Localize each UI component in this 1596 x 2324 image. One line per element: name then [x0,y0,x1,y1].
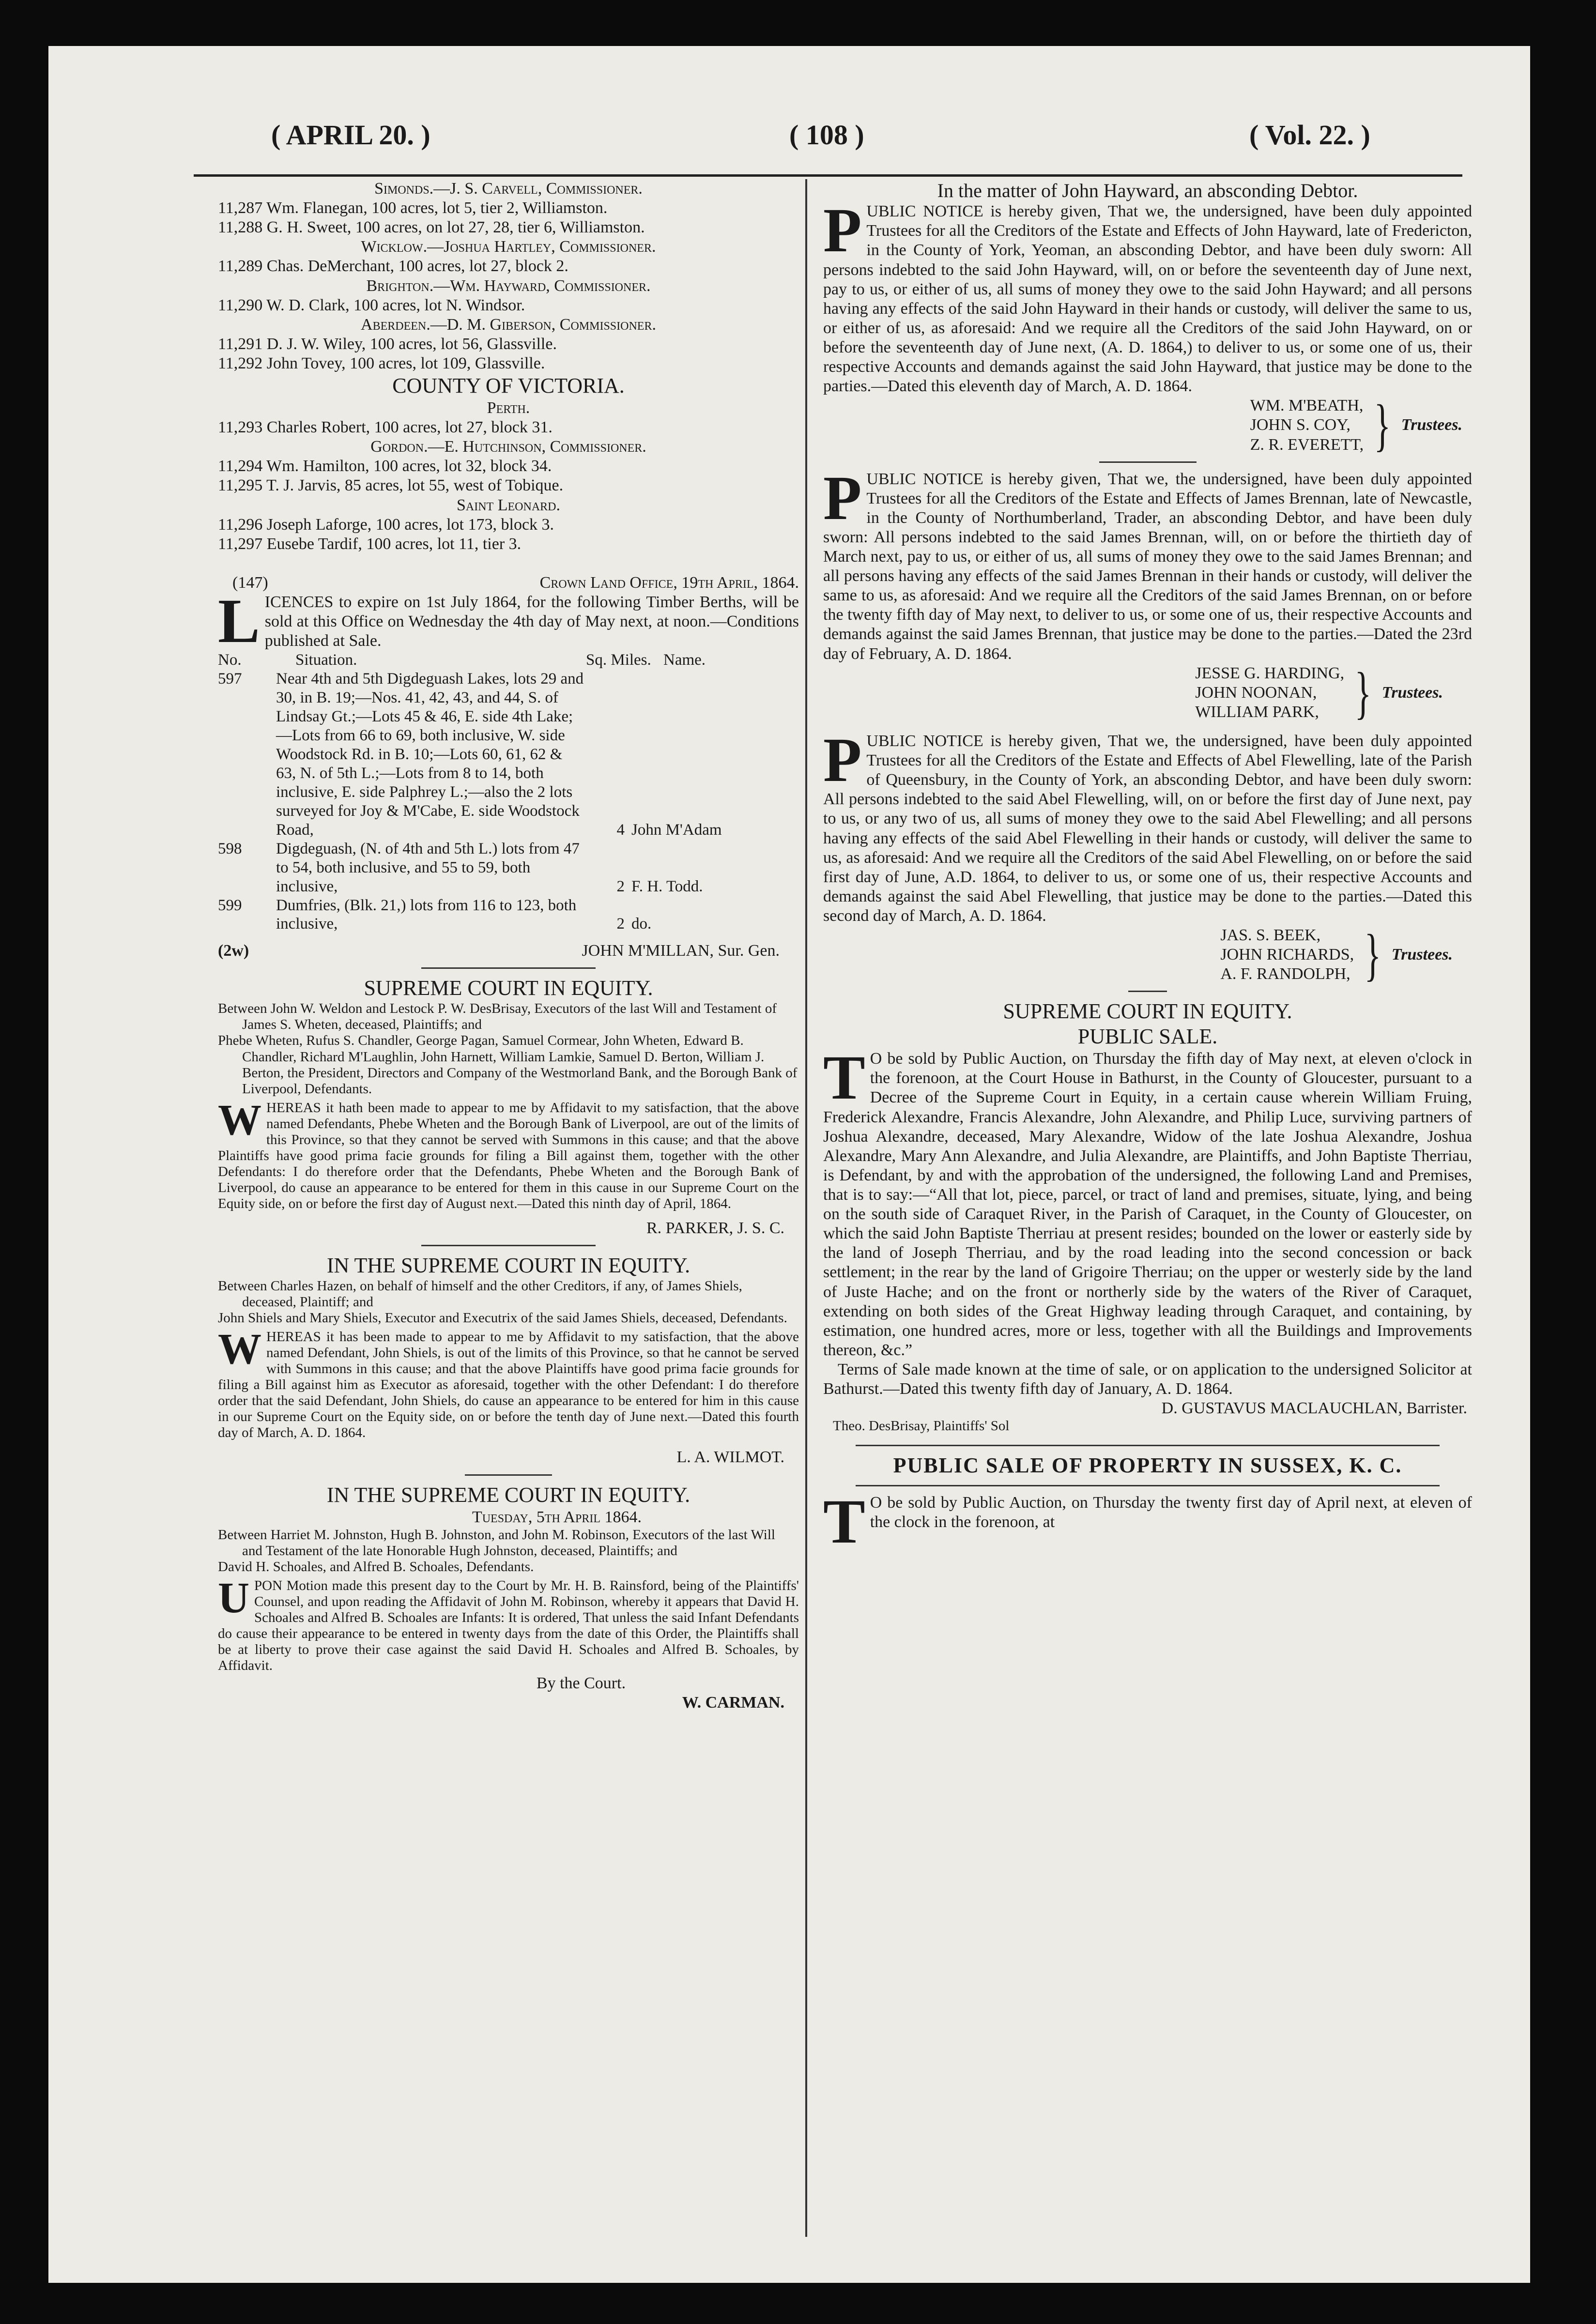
judge-signature: L. A. WILMOT. [676,1448,784,1467]
notice-title: In the matter of John Hayward, an absconding Debtor. [937,180,1358,201]
plaintiffs: Between Charles Hazen, on behalf of himself and the other Creditors, if any, of James Shiels, deceased, Plaintiff; and [218,1278,742,1310]
plaintiffs: Between Harriet M. Johnston, Hugh B. Johnston, and John M. Robinson, Executors of the last Will and Testament of the late Honorable Hugh Johnston, deceased, Plaintiffs; and [218,1527,775,1559]
notice-body: UBLIC NOTICE is hereby given, That we, the undersigned, have been duly appointed Trustees for all the Creditors of the Estate and Effects of John Hayward, late of Fredericton, in the County of York, Yeoman, an absconding Debtor, and have been duly sworn: All persons indebted to the said John Hayward, will, on or before the seventeenth day of June next, pay to us, or either of us, all sums of money they owe to the said John Hayward; and all persons having any effects of the said John Hayward in their hands or custody, will deliver the same to us, or either of us, as aforesaid: And we require all the Creditors of the said John Hayward, on or before the seventeenth day of June next, (A. D. 1864,) to deliver to us, or some one of us, their respective Accounts and demands against the said John Hayward, that justice may be done to the parties.—Dated this eleventh day of March, A. D. 1864. [823,202,1472,396]
divider [465,1474,552,1476]
trustee-names [1250,396,1364,454]
notice-title: IN THE SUPREME COURT IN EQUITY. [326,1483,691,1507]
divider [856,1445,1440,1446]
judge-signature: R. PARKER, J. S. C. [646,1219,784,1237]
notice-body: UBLIC NOTICE is hereby given, That we, the undersigned, have been duly appointed Trustees for all the Creditors of the Estate and Effects of Abel Flewelling, late of the Parish of Queensbury, in the County of York, an absconding Debtor, and have been duly sworn: All persons indebted to the said Abel Flewelling, will, on or before the first day of June next, pay to us, or any two of us, all sums of money they owe to the said Abel Flewelling; and all persons having any effects of the said Abel Flewelling in their hands or custody, will deliver the same to us, as aforesaid: And we require all the Creditors of the said Abel Flewelling, on or before the said first day of June, A.D. 1864, to deliver to us, or some one of us, their respective Accounts and demands against the said Abel Flewelling, that justice may be done to the parties.—Dated this second day of March, A. D. 1864. [823,732,1472,925]
notice-title: IN THE SUPREME COURT IN EQUITY. [326,1254,691,1278]
commissioner-heading: Perth. [487,399,530,417]
col-header-situation: Situation. [295,651,357,669]
solicitor-signature: Theo. DesBrisay, Plaintiffs' Sol [833,1418,1010,1434]
grant-entry: 11,296 Joseph Laforge, 100 acres, lot 173, block 3. [218,515,554,534]
crown-land-notice [218,573,799,961]
notice-body: O be sold by Public Auction, on Thursday the fifth day of May next, at eleven o'clock in the forenoon, at the Court House in Bathurst, in the County of Gloucester, pursuant to a Decree of the Supreme Court in Equity, in a certain cause wherein William Fruing, Frederick Alexandre, Francis Alexandre, John Alexandre, and Philip Luce, surviving partners of Joshua Alexandre, deceased, Mary Alexandre, Widow of the late Joshua Alexandre, Joshua Alexandre, Mary Ann Alexandre, and Julia Alexandre, are Plaintiffs, and John Baptiste Therriau, is Defendant, by and with the approbation of the undersigned, the following Land and Premises, that is to say:—“All that lot, piece, parcel, or tract of land and premises, situate, lying, and being on the south side of Caraquet River, in the Parish of Caraquet, in the County of Gloucester, on which the said John Baptiste Therriau at present resides; bounded on the lower or easterly side by the land of Joseph Therriau, and by the road leading into the second concession or back settlement; in the rear by the land of Grigoire Therriau; on the upper or westerly side by the land of Juste Hache; and on the front or northerly side by the waters of the River of Caraquet, extending on both sides of the Great Highway leading through Caraquet, and containing, by estimation, one hundred acres, more or less, together with all the Buildings and Improvements thereon, &c.” [823,1050,1472,1359]
surveyor-general-signature: JOHN M'MILLAN, Sur. Gen. [582,942,780,960]
col-header-name: Name. [663,651,706,669]
drop-cap: T [823,1043,865,1113]
cell-situation: Digdeguash, (N. of 4th and 5th L.) lots from 47 to 54, both inclusive, and 55 to 59, both inclusive, [276,840,580,895]
county-heading: COUNTY OF VICTORIA. [392,374,625,398]
commissioner-heading: Aberdeen.—D. M. Giberson, Commissioner. [361,315,656,334]
defendants: John Shiels and Mary Shiels, Executor and Executrix of the said James Shiels, deceased, Defendants. [218,1310,787,1326]
commissioner-heading: Wicklow.—Joshua Hartley, Commissioner. [361,238,656,256]
by-the-court: By the Court. [536,1674,626,1693]
barrister-signature: D. GUSTAVUS MACLAUCHLAN, Barrister. [1161,1399,1467,1418]
timber-berth-rows [218,670,799,933]
trustees-label: Trustees. [1391,946,1453,964]
trustee-name: JOHN RICHARDS, [1220,946,1354,964]
trustee-name: Z. R. EVERETT, [1250,435,1364,454]
notice-body: O be sold by Public Auction, on Thursday the twenty first day of April next, at eleven of the clock in the forenoon, at [870,1494,1472,1531]
trustee-name: WILLIAM PARK, [1195,703,1319,721]
equity-notice-hazen [218,1253,799,1467]
table-row [218,670,799,839]
divider [1128,991,1167,992]
cell-no: 598 [218,840,242,857]
grant-entry: 11,287 Wm. Flanegan, 100 acres, lot 5, tier 2, Williamston. [218,199,608,217]
grant-entry: 11,292 John Tovey, 100 acres, lot 109, Glassville. [218,354,545,372]
divider [421,1245,596,1246]
grant-entry: 11,290 W. D. Clark, 100 acres, lot N. Windsor. [218,296,525,314]
sussex-sale-notice [823,1453,1472,1557]
brennan-notice [823,463,1472,725]
drop-cap: P [823,463,862,533]
divider [1099,461,1197,463]
commissioner-heading: Simonds.—J. S. Carvell, Commissioner. [374,180,643,198]
cell-situation: Near 4th and 5th Digdeguash Lakes, lots 29 and 30, in B. 19;—Nos. 41, 42, 43, and 44, S. of Lindsay Gt.;—Lots 45 & 46, E. side 4th Lake;—Lots from 66 to 69, both inclusive, W. side Woodstock Rd. in B. 10;—Lots 60, 61, 62 & 63, N. of 5th L.;—Lots from 8 to 14, both inclusive, E. side Palphrey L.;—also the 2 lots surveyed for Joy & M'Cabe, E. side Woodstock Road, [276,670,584,839]
notice-subtitle: PUBLIC SALE. [1077,1024,1218,1049]
notice-body: UBLIC NOTICE is hereby given, That we, the undersigned, have been duly appointed Trustees for all the Creditors of the Estate and Effects of James Brennan, late of Newcastle, in the County of Northumberland, Trader, an absconding Debtor, and have been duly sworn: All persons indebted to the said James Brennan, will, on or before the thirtieth day of March next, pay to us, or either of us, all sums of money they owe to the said James Brennan; and all persons having any effects of the said James Brennan in their hands or custody, will deliver the same to us, as aforesaid: And we require all the Creditors of the said James Brennan, on or before the twenty fifth day of May next, to deliver to us, or some one of us, their respective Accounts and demands against the said James Brennan, that justice may be done to the parties.—Dated the 23rd day of February, A. D. 1864. [823,470,1472,663]
table-row [218,896,799,934]
licences-intro: ICENCES to expire on 1st July 1864, for the following Timber Berths, will be sold at this Office on Wednesday the 4th day of May next, at noon.—Conditions published at Sale. [264,593,799,650]
commissioner-heading: Brighton.—Wm. Hayward, Commissioner. [366,276,651,295]
trustee-name: A. F. RANDOLPH, [1220,965,1350,983]
hayward-notice [823,179,1472,458]
page-header [48,119,1530,167]
drop-cap: P [823,196,862,266]
cell-no: 599 [218,896,242,914]
notice-title: SUPREME COURT IN EQUITY. [364,976,653,1000]
trustee-names [1220,926,1354,984]
cell-name: John M'Adam [631,821,722,839]
table-header-row [218,651,799,670]
notice-body: PON Motion made this present day to the Court by Mr. H. B. Rainsford, being of the Plaintiffs' Counsel, and upon reading the Affidavit of John M. Robinson, whereby it appears that David H. Schoales and Alfred B. Schoales are Infants: It is ordered, That unless the said Infant Defendants do cause their appearance to be entered in twenty days from the date of this Order, the Plaintiffs shall be at liberty to prove their case against the said David H. Schoales and Alfred B. Schoales, by Affidavit. [218,1577,799,1673]
trustee-name: JESSE G. HARDING, [1195,664,1345,682]
trustee-name: WM. M'BEATH, [1250,397,1364,415]
drop-cap: T [823,1487,865,1557]
column-divider [805,179,807,2237]
brace-glyph: } [1364,922,1381,987]
grant-entry: 11,289 Chas. DeMerchant, 100 acres, lot 27, block 2. [218,257,568,275]
cell-miles: 2 [616,877,625,895]
registrar-signature: W. CARMAN. [682,1694,784,1712]
grant-entry: 11,294 Wm. Hamilton, 100 acres, lot 32, block 34. [218,457,552,475]
terms-of-sale: Terms of Sale made known at the time of sale, or on application to the undersigned Solicitor at Bathurst.—Dated this twenty fifth day of January, A. D. 1864. [823,1361,1472,1398]
cell-name: F. H. Todd. [631,877,703,895]
timber-berth-table [218,651,799,670]
divider [421,967,596,969]
drop-cap: L [218,586,260,656]
header-page-number: ( 108 ) [789,119,864,151]
land-grants-list [218,179,799,554]
header-rule [194,174,1462,177]
right-column [823,179,1472,1557]
drop-cap: W [218,1325,261,1374]
commissioner-heading: Saint Leonard. [457,496,560,514]
plaintiffs: Between John W. Weldon and Lestock P. W. DesBrisay, Executors of the last Will and Testament of James S. Wheten, deceased, Plaintiffs; and [218,1001,777,1033]
trustee-names [1195,664,1344,722]
crown-land-office-dateline: Crown Land Office, 19th April, 1864. [539,573,799,592]
grant-entry: 11,297 Eusebe Tardif, 100 acres, lot 11, tier 3. [218,535,522,553]
col-header-miles: Sq. Miles. [586,651,651,669]
brace-glyph: } [1374,393,1391,458]
cell-name: do. [631,915,652,933]
left-column [218,179,799,1712]
notice-body: HEREAS it hath been made to appear to me by Affidavit to my satisfaction, that the above named Defendants, Phebe Wheten and the Borough Bank of Liverpool, are out of the limits of this Province, so that they cannot be served with Summons in this cause; and that the above Plaintiffs have good prima facie grounds for filing a Bill against them, together with the other Defendants: I do therefore order that the Defendants, Phebe Wheten and the Borough Bank of Liverpool, do cause an appearance to be entered for them in this cause in our Supreme Court on the Equity side, on or before the first day of August next.—Dated this ninth day of April, 1864. [218,1100,799,1211]
grant-entry: 11,291 D. J. W. Wiley, 100 acres, lot 56, Glassville. [218,335,557,353]
cell-miles: 4 [616,821,625,839]
cell-no: 597 [218,670,242,688]
drop-cap: P [823,725,862,795]
hearing-date: Tuesday, 5th April 1864. [472,1508,642,1526]
equity-notice-weldon [218,976,799,1238]
notice-body: HEREAS it has been made to appear to me by Affidavit to my satisfaction, that the above named Defendant, John Shiels, is out of the limits of this Province, so that he cannot be served with Summons in this cause; and that the above Plaintiffs have good prima facie grounds for filing a Bill against him as Executor as aforesaid, together with the other Defendant: I do therefore order that the said Defendant, John Shiels, do cause an appearance to be entered for him in this cause in our Supreme Court on the Equity side, on or before the tenth day of June next.—Dated this fourth day of March, A. D. 1864. [218,1329,799,1441]
flewelling-notice [823,725,1472,987]
brace-glyph: } [1354,660,1372,725]
trustee-name: JOHN NOONAN, [1195,683,1317,702]
commissioner-heading: Gordon.—E. Hutchinson, Commissioner. [370,438,646,456]
notice-number: (147) [232,573,268,592]
cell-situation: Dumfries, (Blk. 21,) lots from 116 to 123, both inclusive, [276,896,577,933]
table-row [218,840,799,896]
header-volume: ( Vol. 22. ) [1249,119,1370,151]
drop-cap: U [218,1574,249,1622]
trustee-name: JAS. S. BEEK, [1220,926,1321,945]
public-sale-notice [823,999,1472,1434]
header-date: ( APRIL 20. ) [271,119,430,151]
cell-miles: 2 [616,915,625,933]
newspaper-page [48,46,1530,2283]
trustee-name: JOHN S. COY, [1250,416,1350,434]
col-header-no: No. [218,651,242,669]
divider [856,1485,1440,1486]
defendants: David H. Schoales, and Alfred B. Schoales, Defendants. [218,1559,534,1575]
trustees-label: Trustees. [1401,416,1462,434]
defendants: Phebe Wheten, Rufus S. Chandler, George Pagan, Samuel Cormear, John Wheten, Edward B. Chandler, Richard M'Laughlin, John Harnett, William Lamkie, Samuel D. Berton, William J. Berton, the President, Directors and Company of the Westmorland Bank, and the Borough Bank of Liverpool, Defendants. [218,1033,798,1097]
trustees-label: Trustees. [1381,683,1443,702]
notice-title: SUPREME COURT IN EQUITY. [1003,999,1292,1024]
equity-notice-johnston [218,1483,799,1713]
grant-entry: 11,293 Charles Robert, 100 acres, lot 27, block 31. [218,418,552,437]
insertion-mark: (2w) [218,942,249,960]
grant-entry: 11,295 T. J. Jarvis, 85 acres, lot 55, west of Tobique. [218,476,564,495]
grant-entry: 11,288 G. H. Sweet, 100 acres, on lot 27, 28, tier 6, Williamston. [218,218,645,237]
notice-title: PUBLIC SALE OF PROPERTY IN SUSSEX, K. C. [893,1453,1402,1478]
drop-cap: W [218,1096,261,1144]
